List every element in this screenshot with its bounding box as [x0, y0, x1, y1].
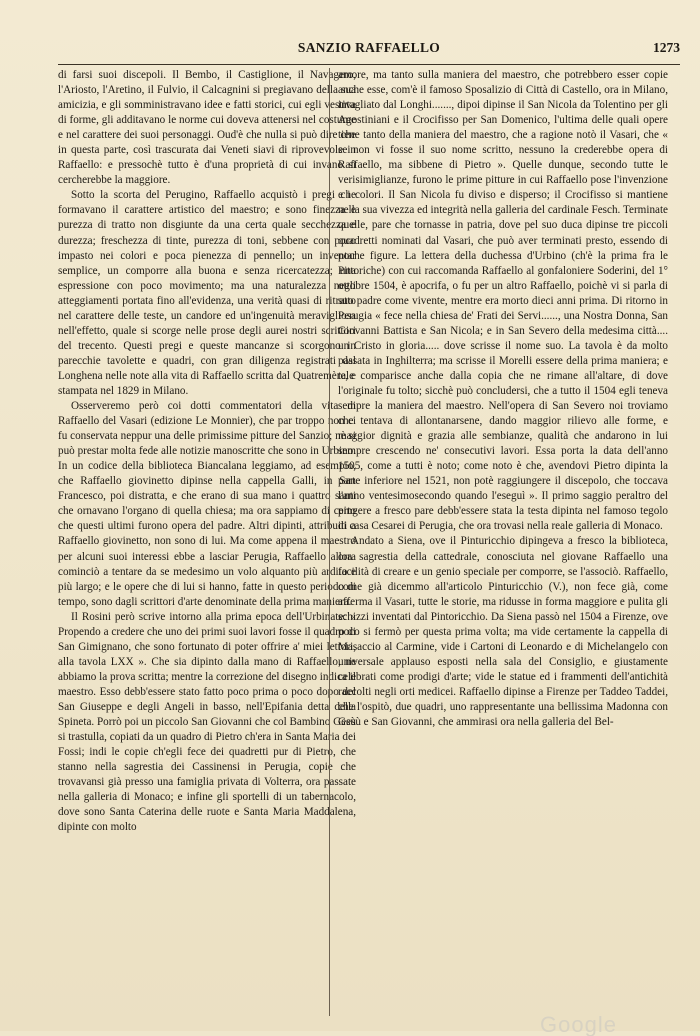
paragraph: Il Rosini però scrive intorno alla prima epoca dell'Urbinate: « Propendo a credere che uno dei primi suoi lavori fosse il quadro di San Gimignano, che sono fortunato di poter offrire a' miei lettori, alla tavola LXX ». Che sia dipinto dalla mano di Raffaello, ne abbiamo la prova scritta; mentre la correzione del disegno indica il maestro. Esso debb'essere stato fatto poco prima o poco dopo del San Giuseppe e degli Angeli in basso, nell'Epifania detta della Spineta. Porrò poi un piccolo San Giovanni che col Bambino Gesù si trastulla, copiati da un quadro di Pietro ch'era in Santa Maria dei Fossi; indi le copie ch'egli fece dei quadretti pur di Pietro, che stanno nella sagrestia dei Cassinensi in Perugia, copie che trovavansi già presso una famiglia privata di Volterra, ora passate nella galleria di Monaco; e infine gli sportelli di un tabernacolo, dove sono Santa Caterina delle ruote e Santa Maria Maddalena, dipinte con molto — [58, 610, 356, 834]
right-column — [338, 68, 668, 1016]
page-number: 1273 — [653, 40, 680, 55]
google-watermark: Google — [540, 1012, 617, 1036]
column-divider — [329, 68, 330, 1016]
page-header — [58, 40, 680, 60]
running-head: SANZIO RAFFAELLO — [297, 40, 441, 55]
paragraph: amore, ma tanto sulla maniera del maestro, che potrebbero esser copie anche esse, com'è il famoso Sposalizio di Città di Castello, ora in Milano, intagliato dal Longhi......., dipoi dipinse il San Nicola da Tolentino per gli Agostiniani e il Crocifisso per San Domenico, l'ultima delle quali opere tiene tanto della maniera del maestro, che a ragione notò il Vasari, che « se non vi fosse il suo nome scritto, nessuno la crederebbe opera di Raffaello, ma sibbene di Pietro ». Quelle dunque, secondo tutte le verisimiglianze, furono le prime pitture in cui Raffaello pose l'invenzione e i colori. Il San Nicola fu diviso e disperso; il Crocifisso si mantiene nella sua vivezza ed integrità nella galleria del cardinale Fesch. Terminate quelle, pare che tornasse in patria, dove pel suo duca dipinse tre piccoli quadretti nominati dal Vasari, che può aver terminati presto, essendo di poche figure. La lettera della duchessa d'Urbino (ch'è la prima fra le Pittoriche) con cui raccomanda Raffaello al gonfaloniere Soderini, del 1° ottobre 1504, è apocrifa, o fu per un altro Raffaello, poichè vi si parla di suo padre come vivente, mentre era morto dieci anni prima. Di ritorno in Perugia « fece nella chiesa de' Frati dei Servi......, una Nostra Donna, San Giovanni Battista e San Nicola; e in San Severo della medesima città.... un Cristo in gloria..... dove scrisse il nome suo. La tavola è da molto passata in Inghilterra; ma scrisse il Morelli essere della prima maniera; e tale comparisce anche dalla copia che ne rimane all'altare, di dove l'originale fu tolto; sicchè può concludersi, che a tutto il 1504 egli teneva sempre la maniera del maestro. Nell'opera di San Severo noi troviamo che tentava di allontanarsene, dando maggior rilievo alle forme, e maggior dignità e grazia alle sembianze, qualità che andarono in lui sempre crescendo ne' consecutivi lavori. Essa porta la data dell'anno 1505, come a tutti è noto; come noto è che, avendovi Pietro dipinta la parte inferiore nel 1521, non potè raggiungere il discepolo, che toccava l'anno ventesimosecondo quando l'eseguì ». Il primo saggio peraltro del pingere a fresco pare debb'essere stata la testa dipinta nel famoso tegolo di casa Cesarei di Perugia, che ora trovasi nella reale galleria di Monaco. — [338, 69, 668, 533]
paragraph: Andato a Siena, ove il Pinturicchio dipingeva a fresco la biblioteca, ora sagrestia della cattedrale, conosciuta nel giovane Raffaello una facilità di creare e un genio speciale per comporre, se l'associò. Raffaello, come già dicemmo all'articolo Pinturicchio (V.), non fece già, come afferma il Vasari, tutte le storie, ma ridusse in forma maggiore e pulita gli schizzi inventati dal Pintoricchio. Da Siena passò nel 1504 a Firenze, ove poco si fermò per questa prima volta; ma vide certamente la cappella di Masaccio al Carmine, vide i Cartoni di Leonardo e di Michelangelo con universale applauso esposti nella sala del Consiglio, e giustamente celebrati come prodigi d'arte; vide le statue ed i frammenti dell'antichità raccolti negli orti medicei. Raffaello dipinse a Firenze per Taddeo Taddei, che l'ospitò, due quadri, uno rappresentante una bellissima Madonna con Gesù e San Giovanni, che ammirasi ora nella galleria del Bel- — [338, 535, 668, 729]
paragraph: Sotto la scorta del Perugino, Raffaello acquistò i pregi che formavano il carattere artistico del maestro; e sono finezza e purezza di tratto non disgiunte da una certa quale secchezza e durezza; freschezza di tinte, purezza di toni, sebbene con poco impasto nei colori e poca pienezza di pennello; un inventar semplice, un comporre alla buona e senza ricercatezza; una espressione con poco movimento; ma una naturalezza negli atteggiamenti portata fino all'evidenza, una verità quasi di ritratto nel carattere delle teste, un candore ed un'ingenuità meravigliosa nell'effetto, quale si scorge nelle prose degli aurei nostri scrittori del trecento. Questi pregi e queste mancanze si scorgono in parecchie tavolette e quadri, con gran diligenza registrati dal Longhena nelle note alla vita di Raffaello scritta dal Quatremère, e stampata nel 1829 in Milano. — [58, 189, 356, 397]
paragraph: Osserveremo però coi dotti commentatori della vita di Raffaello del Vasari (edizione Le Monnier), che par troppo non ci fu conservata neppur una delle primissime pitture del Sanzio; nè si può prestar molta fede alle notizie manoscritte che sono in Urbino. In un codice della biblioteca Biancalana leggiamo, ad esempio, che Raffaello giovinetto dipinse nella cappella Galli, in San Francesco, poi distratta, e che erano di sua mano i quattro santi che ornavano l'organo di quella chiesa; ma ora sappiamo di certo che questi ultimi furono opera del padre. Altri dipinti, attribuiti a Raffaello giovinetto, non sono di lui. Ma come appena il maestro per alcuni suoi interessi ebbe a lasciar Perugia, Raffaello allora cominciò a tentare da se medesimo un volo alquanto più ardito e più largo; e le opere che di lui si hanno, fatte in questo periodo di tempo, sono dagli scrittori d'arte denominate della prima maniera. — [58, 400, 356, 608]
left-column — [58, 68, 356, 1016]
header-rule — [58, 64, 680, 65]
paragraph: di farsi suoi discepoli. Il Bembo, il Castiglione, il Navagero, l'Ariosto, l'Aretino, il Fulvio, il Calcagnini si pregiavano della sua amicizia, e gli somministravano idee e fatti storici, cui egli vestiva di forme, gli additavano le norme cui doveva attenersi nel costume e nel carattere dei suoi personaggi. Oud'è che nulla si può dire che in questa parte, così trascurata dai Veneti siavi di riprovevole in Raffaello: e pressochè tutto è d'una proprietà di cui invano si cercherebbe la maggiore. — [58, 69, 356, 187]
